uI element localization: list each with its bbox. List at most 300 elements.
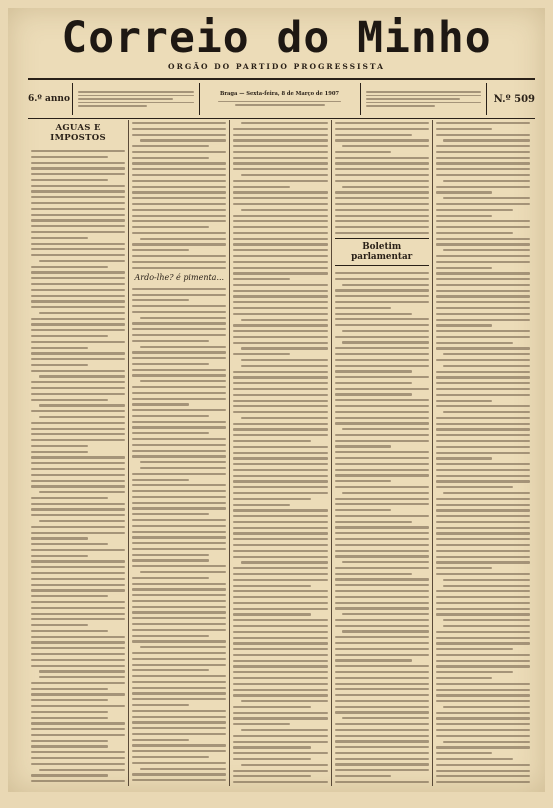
text-line	[31, 589, 125, 591]
text-line	[132, 762, 226, 764]
text-line	[233, 758, 310, 760]
text-line	[342, 561, 429, 563]
text-line	[31, 295, 125, 297]
text-line	[335, 347, 429, 349]
text-line	[132, 386, 226, 388]
text-line	[31, 480, 125, 482]
text-line	[436, 220, 530, 222]
text-line	[31, 508, 125, 510]
text-line	[132, 611, 226, 613]
text-line	[233, 619, 327, 621]
text-line	[233, 388, 327, 390]
text-line	[335, 723, 429, 725]
text-line	[233, 295, 327, 297]
text-line	[233, 428, 327, 430]
text-line	[436, 307, 530, 309]
text-line	[140, 139, 227, 141]
text-line	[335, 295, 429, 297]
text-line	[132, 151, 226, 153]
text-line	[31, 468, 125, 470]
text-line	[436, 752, 493, 754]
text-line	[335, 625, 429, 627]
text-line	[342, 145, 429, 147]
text-line	[342, 330, 429, 332]
text-line	[132, 305, 226, 307]
text-line	[335, 538, 429, 540]
text-line	[31, 572, 125, 574]
text-line	[335, 440, 429, 442]
text-line	[233, 544, 327, 546]
text-line	[132, 191, 226, 193]
text-line	[436, 544, 530, 546]
text-line	[233, 186, 290, 188]
text-line	[39, 670, 126, 672]
text-line	[132, 351, 226, 353]
text-line	[335, 665, 429, 667]
divider	[72, 83, 73, 115]
text-line	[132, 255, 226, 257]
text-line	[31, 266, 108, 268]
text-line	[132, 357, 226, 359]
text-line	[436, 631, 530, 633]
text-line	[233, 677, 327, 679]
text-line	[132, 664, 226, 666]
text-line	[233, 278, 290, 280]
text-line	[443, 365, 530, 367]
text-line	[436, 128, 493, 130]
text-line	[233, 521, 327, 523]
text-line	[31, 456, 125, 458]
text-line	[443, 706, 530, 708]
text-line	[233, 226, 327, 228]
text-line	[436, 284, 530, 286]
text-line	[132, 727, 226, 729]
text-line	[233, 376, 327, 378]
text-line	[233, 134, 327, 136]
text-line	[31, 624, 88, 626]
text-line	[443, 492, 530, 494]
text-line	[31, 306, 125, 308]
text-line	[132, 721, 226, 723]
text-line	[335, 694, 429, 696]
text-line	[436, 538, 530, 540]
text-line	[31, 757, 125, 759]
text-line	[436, 764, 530, 766]
text-line	[436, 683, 530, 685]
text-line	[31, 641, 125, 643]
text-line	[335, 318, 429, 320]
text-line	[31, 607, 125, 609]
text-line	[342, 492, 429, 494]
text-line	[335, 636, 429, 638]
text-line	[443, 249, 530, 251]
text-line	[132, 629, 226, 631]
text-line	[443, 579, 530, 581]
text-line	[31, 485, 125, 487]
text-line	[39, 676, 126, 678]
text-line	[335, 336, 429, 338]
text-line	[132, 226, 209, 228]
text-line	[436, 660, 530, 662]
text-line	[31, 329, 125, 331]
text-line	[233, 602, 327, 604]
text-line	[436, 480, 530, 482]
text-line	[31, 202, 125, 204]
text-line	[233, 550, 327, 552]
text-line	[31, 717, 108, 719]
text-line	[241, 209, 328, 211]
year-label: 6.º anno	[28, 94, 70, 104]
text-line	[31, 219, 125, 221]
text-line	[335, 602, 429, 604]
text-line	[335, 324, 429, 326]
text-line	[132, 640, 226, 642]
text-line	[31, 693, 125, 695]
text-line	[132, 261, 226, 263]
text-line	[233, 394, 327, 396]
text-line	[335, 735, 429, 737]
text-line	[31, 740, 108, 742]
masthead	[8, 14, 545, 74]
text-line	[31, 358, 125, 360]
text-line	[31, 705, 125, 707]
text-line	[335, 781, 429, 783]
text-line	[132, 583, 226, 585]
text-line	[436, 347, 530, 349]
text-line	[31, 532, 125, 534]
text-line	[233, 596, 327, 598]
text-line	[233, 267, 327, 269]
text-line	[132, 426, 226, 428]
text-line	[132, 455, 226, 457]
text-line	[31, 231, 125, 233]
text-line	[335, 365, 429, 367]
text-line	[233, 752, 327, 754]
text-line	[233, 301, 327, 303]
text-line	[233, 775, 310, 777]
text-line	[436, 781, 530, 783]
text-line	[436, 596, 530, 598]
text-line	[436, 255, 530, 257]
text-line	[132, 197, 226, 199]
text-line	[132, 652, 226, 654]
text-line	[335, 422, 429, 424]
text-line	[335, 509, 392, 511]
text-line	[233, 243, 327, 245]
text-line	[31, 277, 125, 279]
text-line	[132, 128, 226, 130]
text-line	[335, 550, 429, 552]
text-line	[31, 347, 88, 349]
text-line	[233, 480, 327, 482]
text-line	[436, 509, 530, 511]
issue-date: Braga — Sexta-feira, 8 de Março de 1907	[205, 92, 355, 96]
text-line	[233, 642, 327, 644]
text-line	[31, 451, 88, 453]
text-line	[233, 400, 327, 402]
text-line	[443, 619, 530, 621]
text-line	[140, 646, 227, 648]
text-line	[335, 607, 429, 609]
text-line	[436, 162, 530, 164]
text-line	[233, 249, 327, 251]
text-line	[436, 654, 530, 656]
text-line	[132, 554, 209, 556]
text-line	[436, 324, 493, 326]
text-line	[241, 319, 328, 321]
text-line	[436, 452, 530, 454]
text-line	[335, 763, 429, 765]
text-line	[132, 623, 226, 625]
text-line	[31, 318, 125, 320]
text-line	[436, 238, 530, 240]
text-line	[140, 380, 227, 382]
text-line	[436, 717, 530, 719]
text-line	[241, 561, 328, 563]
text-line	[335, 278, 429, 280]
text-line	[335, 758, 429, 760]
text-line	[31, 254, 125, 256]
text-line	[335, 648, 429, 650]
text-line	[335, 573, 412, 575]
text-line	[335, 642, 429, 644]
divider	[486, 83, 487, 115]
text-line	[335, 122, 429, 124]
text-line	[233, 272, 327, 274]
text-line	[335, 411, 429, 413]
text-line	[436, 475, 530, 477]
text-line	[335, 619, 429, 621]
text-line	[132, 681, 226, 683]
text-line	[436, 671, 513, 673]
newspaper-title: Correio do Minho	[8, 14, 545, 62]
text-line	[31, 665, 125, 667]
text-line	[31, 428, 125, 430]
text-line	[31, 190, 125, 192]
text-line	[241, 359, 328, 361]
text-line	[140, 768, 227, 770]
text-line	[233, 342, 327, 344]
text-line	[132, 392, 226, 394]
text-line	[233, 313, 327, 315]
text-line	[233, 567, 327, 569]
text-line	[436, 272, 530, 274]
text-line	[335, 740, 429, 742]
column-1	[28, 120, 129, 786]
text-line	[233, 660, 327, 662]
text-line	[342, 613, 429, 615]
text-line	[443, 197, 530, 199]
text-line	[31, 150, 125, 152]
text-line	[132, 519, 226, 521]
text-line	[233, 706, 310, 708]
text-line	[233, 168, 327, 170]
text-line	[132, 421, 226, 423]
text-line	[132, 209, 226, 211]
text-line	[335, 659, 412, 661]
text-line	[39, 416, 126, 418]
text-line	[233, 336, 327, 338]
text-line	[335, 677, 429, 679]
text-line	[233, 504, 290, 506]
text-line	[335, 209, 429, 211]
text-line	[132, 340, 209, 342]
newspaper-page	[8, 8, 545, 792]
text-line	[436, 168, 530, 170]
text-line	[31, 514, 125, 516]
text-line	[233, 139, 327, 141]
text-line	[233, 694, 327, 696]
text-line	[140, 571, 227, 573]
text-line	[436, 440, 530, 442]
text-line	[132, 635, 209, 637]
text-line	[335, 480, 392, 482]
text-line	[335, 313, 412, 315]
text-line	[31, 156, 108, 158]
text-line	[132, 363, 209, 365]
text-line	[335, 544, 429, 546]
text-line	[233, 579, 327, 581]
text-line	[233, 613, 310, 615]
info-bar	[28, 78, 535, 119]
text-line	[335, 162, 429, 164]
text-line	[39, 520, 126, 522]
text-line	[233, 180, 327, 182]
text-line	[436, 371, 530, 373]
text-line	[31, 243, 125, 245]
text-line	[335, 168, 429, 170]
text-line	[436, 677, 493, 679]
text-line	[436, 336, 530, 338]
text-line	[436, 301, 530, 303]
text-line	[436, 295, 530, 297]
text-line	[132, 773, 226, 775]
text-line	[132, 267, 226, 269]
text-line	[31, 248, 125, 250]
text-line	[233, 486, 327, 488]
text-line	[335, 486, 429, 488]
text-line	[436, 174, 530, 176]
text-line	[132, 328, 226, 330]
text-line	[335, 503, 429, 505]
text-line	[436, 134, 530, 136]
text-line	[132, 243, 226, 245]
text-line	[132, 311, 226, 313]
text-line	[31, 387, 125, 389]
column-5	[433, 120, 533, 786]
text-line	[132, 692, 226, 694]
text-line	[132, 122, 226, 124]
text-line	[233, 284, 327, 286]
text-line	[132, 716, 226, 718]
text-line	[132, 215, 226, 217]
text-line	[335, 370, 412, 372]
text-line	[31, 497, 108, 499]
text-line	[132, 438, 226, 440]
text-line	[436, 550, 530, 552]
text-line	[335, 445, 392, 447]
newspaper-subtitle: ORGÃO DO PARTIDO PROGRESSISTA	[8, 62, 545, 71]
text-line	[335, 457, 429, 459]
text-line	[335, 151, 392, 153]
text-line	[132, 502, 226, 504]
article-body	[233, 120, 327, 786]
text-line	[39, 491, 126, 493]
text-line	[335, 498, 429, 500]
article-body	[335, 270, 429, 786]
text-line	[335, 654, 429, 656]
text-line	[233, 527, 327, 529]
text-line	[335, 451, 429, 453]
text-line	[132, 779, 226, 781]
text-line	[335, 700, 429, 702]
text-line	[31, 526, 125, 528]
article-title: Boletim parlamentar	[335, 238, 429, 266]
text-line	[335, 359, 429, 361]
text-line	[436, 232, 513, 234]
text-line	[132, 134, 226, 136]
text-line	[436, 428, 530, 430]
text-line	[132, 490, 226, 492]
text-line	[132, 479, 189, 481]
text-line	[335, 706, 429, 708]
text-line	[436, 394, 530, 396]
text-line	[132, 369, 226, 371]
text-line	[436, 527, 530, 529]
text-line	[436, 498, 530, 500]
text-line	[241, 700, 328, 702]
text-line	[335, 521, 412, 523]
text-line	[436, 157, 530, 159]
text-line	[436, 758, 513, 760]
text-line	[31, 688, 108, 690]
column-4	[332, 120, 433, 786]
text-line	[132, 744, 226, 746]
text-line	[31, 774, 108, 776]
text-line	[233, 255, 327, 257]
text-line	[31, 745, 108, 747]
text-line	[233, 689, 327, 691]
article-body	[335, 120, 429, 234]
text-line	[233, 637, 327, 639]
text-line	[436, 457, 493, 459]
text-line	[31, 323, 125, 325]
text-line	[140, 317, 227, 319]
text-line	[132, 559, 209, 561]
text-line	[132, 548, 226, 550]
text-line	[31, 722, 125, 724]
text-line	[233, 457, 327, 459]
text-line	[335, 134, 412, 136]
text-line	[436, 186, 530, 188]
text-line	[31, 734, 125, 736]
text-line	[132, 288, 226, 290]
text-line	[233, 781, 327, 783]
text-line	[233, 475, 327, 477]
date-block	[202, 92, 358, 105]
text-line	[233, 203, 327, 205]
text-line	[31, 271, 125, 273]
text-line	[132, 542, 226, 544]
text-line	[31, 636, 125, 638]
text-line	[31, 780, 125, 782]
text-line	[31, 763, 125, 765]
text-line	[436, 261, 530, 263]
text-line	[436, 405, 530, 407]
text-line	[132, 409, 226, 411]
text-line	[132, 710, 226, 712]
text-line	[233, 608, 327, 610]
